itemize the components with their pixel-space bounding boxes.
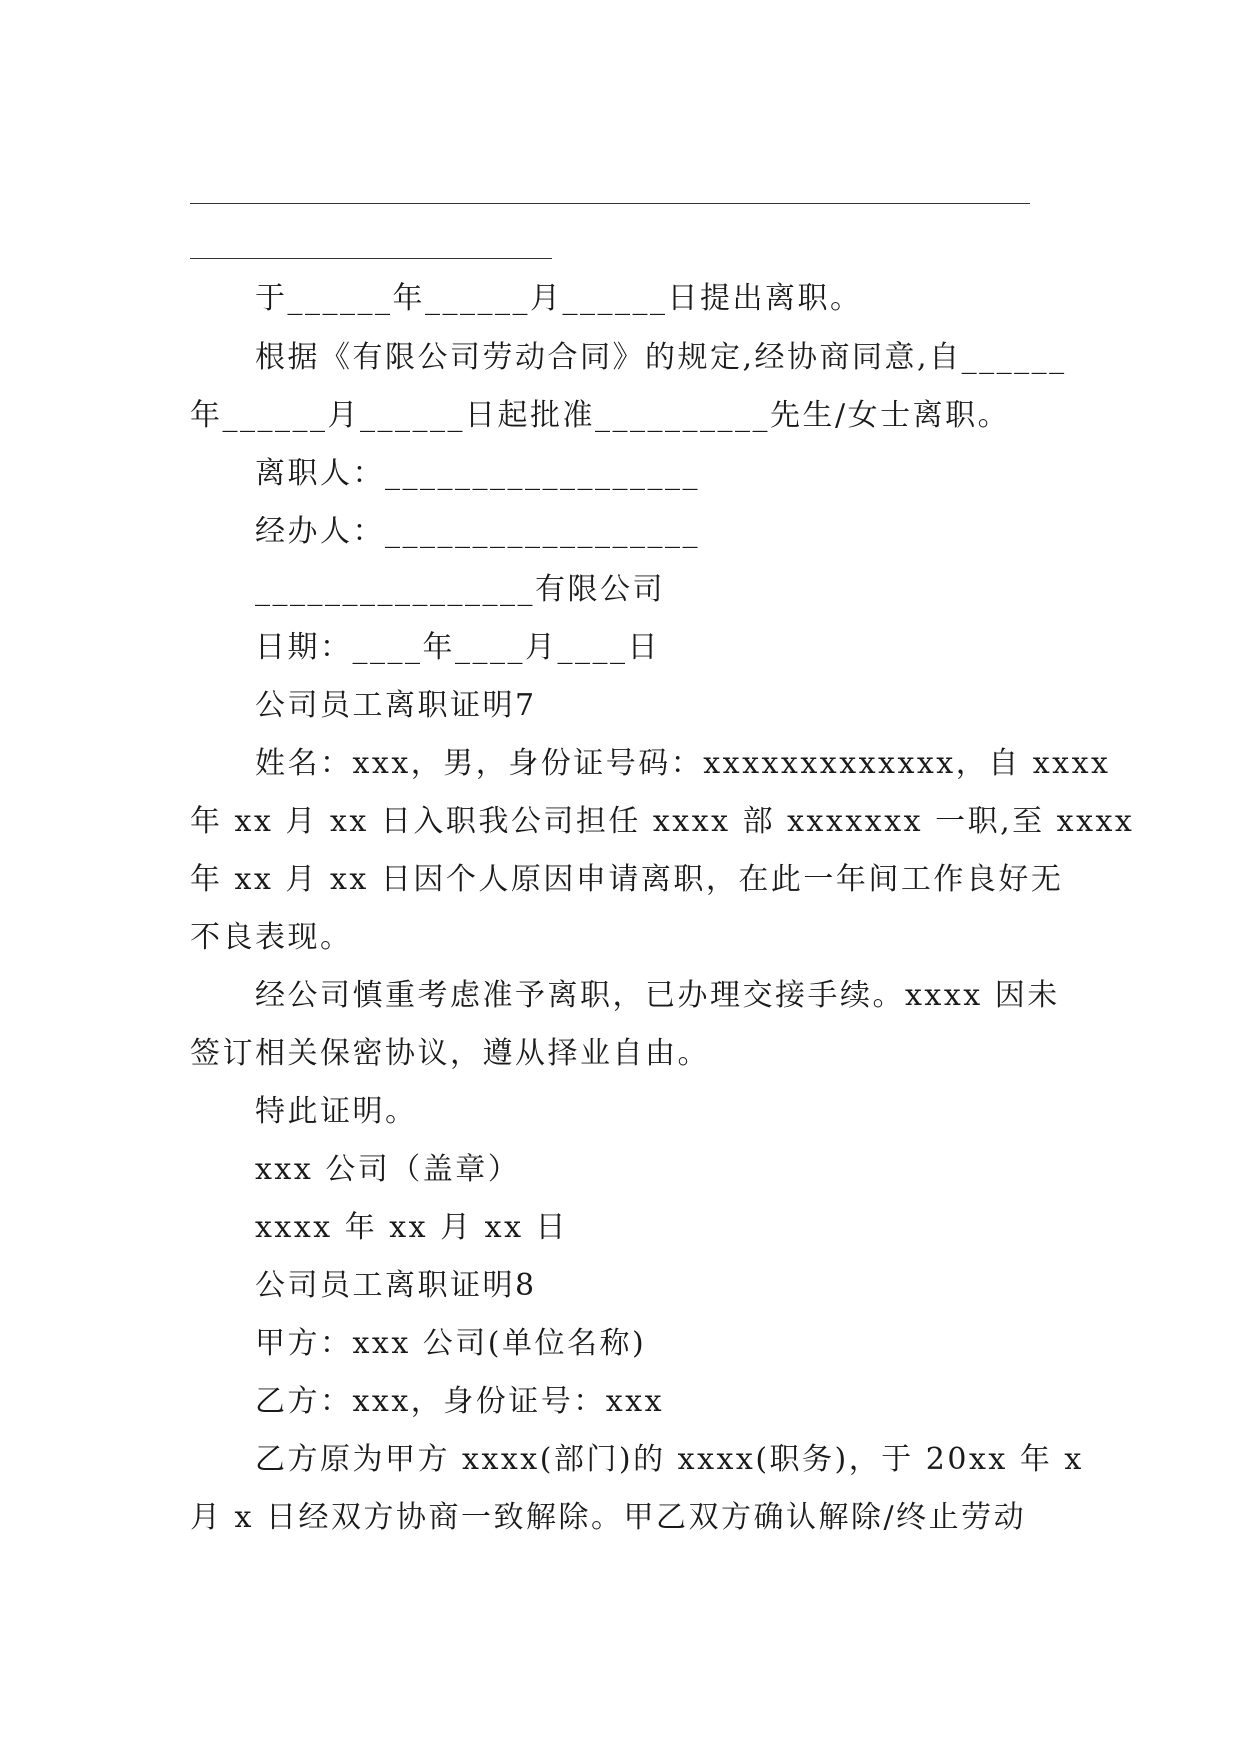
blank-rule-full [190, 203, 1030, 204]
paragraph-line: 经公司慎重考虑准予离职，已办理交接手续。xxxx 因未 [255, 978, 1060, 1013]
company-name-line: ________________有限公司 [255, 572, 665, 607]
party-b-line: 乙方：xxx，身份证号：xxx [255, 1384, 665, 1419]
certification-statement: 特此证明。 [255, 1094, 418, 1129]
paragraph-line: 年 xx 月 xx 日因个人原因申请离职，在此一年间工作良好无 [190, 862, 1064, 897]
signature-date-line: xxxx 年 xx 月 xx 日 [255, 1210, 569, 1245]
paragraph-line: 月 x 日经双方协商一致解除。甲乙双方确认解除/终止劳动 [190, 1500, 1027, 1535]
section-title-7: 公司员工离职证明7 [255, 688, 537, 723]
party-a-line: 甲方：xxx 公司(单位名称) [255, 1326, 647, 1361]
paragraph-line: 姓名：xxx，男，身份证号码：xxxxxxxxxxxxx，自 xxxx [255, 746, 1111, 781]
approval-line-1: 根据《有限公司劳动合同》的规定,经协商同意,自______ [255, 340, 1067, 375]
company-seal-line: xxx 公司（盖章） [255, 1152, 521, 1187]
handler-signature-line: 经办人：__________________ [255, 514, 700, 549]
date-line: 日期：____年____月____日 [255, 630, 660, 665]
section-title-8: 公司员工离职证明8 [255, 1268, 537, 1303]
resignee-signature-line: 离职人：__________________ [255, 456, 700, 491]
approval-line-2: 年______月______日起批准__________先生/女士离职。 [190, 398, 1011, 433]
paragraph-line: 乙方原为甲方 xxxx(部门)的 xxxx(职务)，于 20xx 年 x [255, 1442, 1084, 1477]
resignation-date-line: 于______年______月______日提出离职。 [255, 281, 863, 316]
paragraph-line: 不良表现。 [190, 920, 353, 955]
paragraph-line: 年 xx 月 xx 日入职我公司担任 xxxx 部 xxxxxxx 一职,至 xxxx [190, 804, 1135, 839]
blank-rule-short [190, 258, 552, 259]
paragraph-line: 签订相关保密协议，遵从择业自由。 [190, 1036, 710, 1071]
